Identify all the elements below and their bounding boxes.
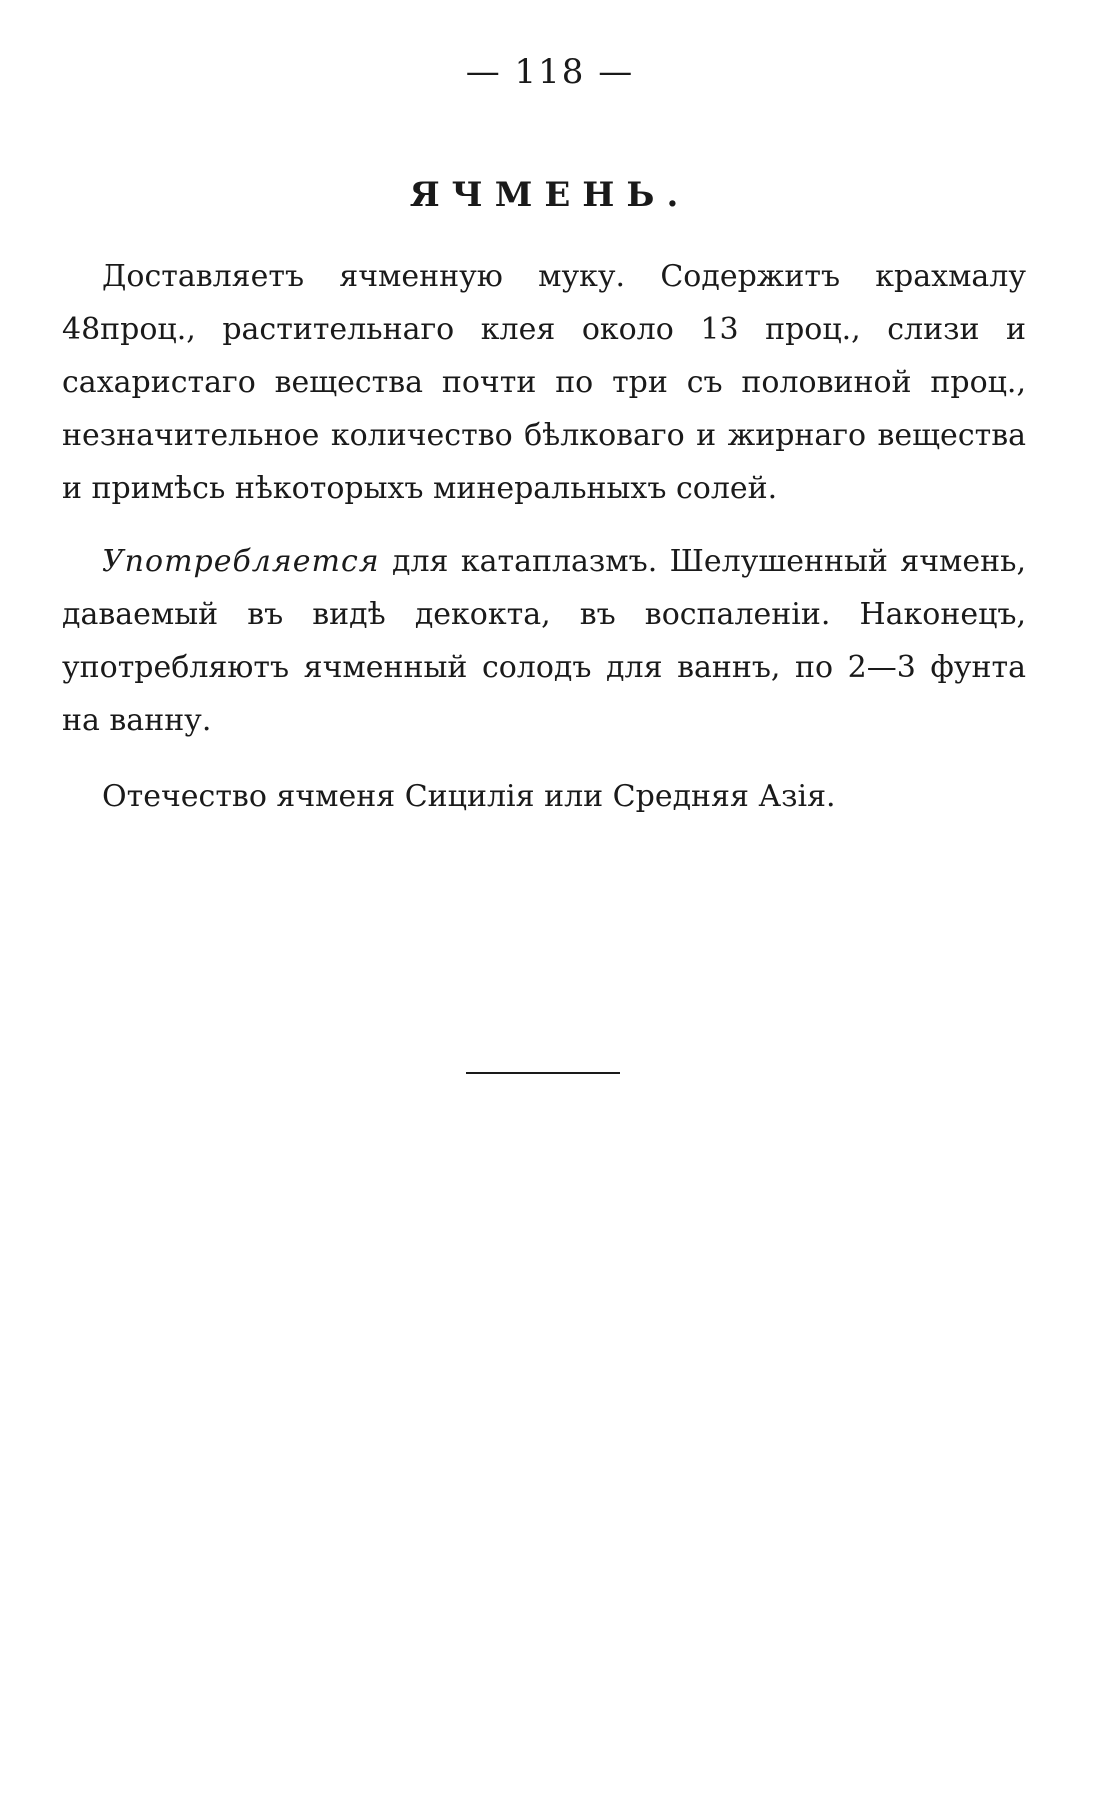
paragraph-usage [62,535,1026,747]
paragraph-origin: Отечество ячменя Сицилія или Средняя Азія. [102,779,836,814]
page-number: — 118 — [465,52,635,92]
section-title: ЯЧМЕНЬ. [409,175,691,215]
paragraph-composition: Доставляетъ ячменную муку. Содержитъ крахмалу 48проц., растительнаго клея около 13 проц., слизи и сахаристаго вещества почти по три съ половиной проц., незначительное количество бѣлковаго и жирнаго вещества и примѣсь нѣкоторыхъ минеральныхъ солей. [62,259,1026,506]
section-divider [466,1072,620,1074]
usage-text: для катаплазмъ. Шелушенный ячмень, даваемый въ видѣ декокта, въ воспаленіи. Наконецъ, употребляютъ ячменный солодъ для ваннъ, по 2—3 фунта на ванну. [62,544,1026,738]
usage-emphasis: Употребляется [102,544,380,579]
